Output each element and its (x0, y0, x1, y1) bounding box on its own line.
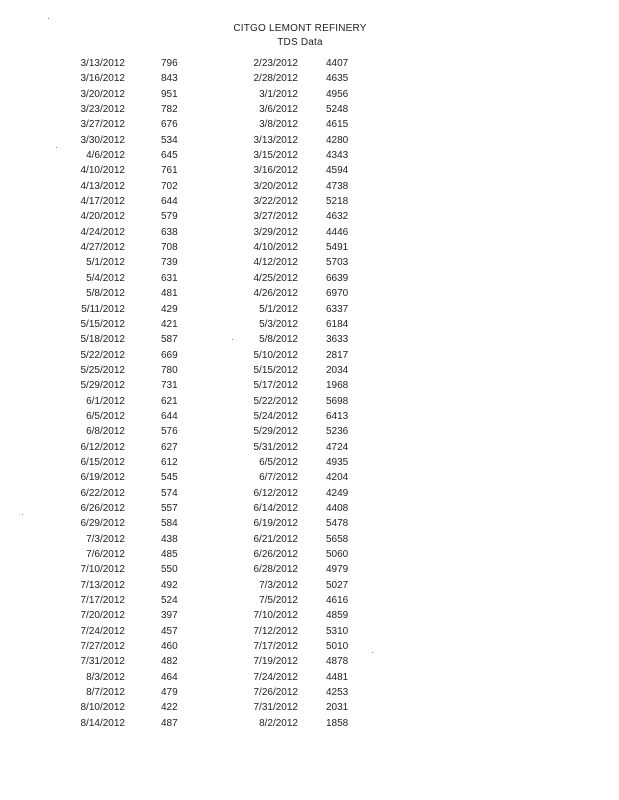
date-right-cell: 5/24/2012 (253, 410, 298, 422)
tds-left-cell: 422 (161, 702, 178, 714)
date-left-cell: 6/8/2012 (86, 426, 125, 438)
date-left-cell: 5/15/2012 (80, 318, 125, 330)
date-left-cell: 6/5/2012 (86, 410, 125, 422)
tds-left-cell: 482 (161, 656, 178, 668)
tds-right-cell: 4280 (326, 134, 349, 146)
tds-right-cell: 5010 (326, 641, 349, 653)
table-row (0, 225, 619, 240)
date-right-cell: 3/13/2012 (253, 134, 298, 146)
tds-right-cell: 5491 (326, 242, 349, 254)
table-row (0, 424, 619, 439)
table-row (0, 700, 619, 715)
tds-right-cell: 2031 (326, 702, 349, 714)
date-left-cell: 5/8/2012 (86, 288, 125, 300)
table-row (0, 578, 619, 593)
table-row (0, 516, 619, 531)
scan-speck (48, 18, 49, 19)
date-right-cell: 3/16/2012 (253, 165, 298, 177)
table-row (0, 654, 619, 669)
date-right-cell: 7/31/2012 (253, 702, 298, 714)
tds-left-cell: 457 (161, 625, 178, 637)
tds-data-table (0, 56, 619, 731)
scan-speck (22, 514, 23, 515)
table-row (0, 56, 619, 71)
date-left-cell: 5/18/2012 (80, 334, 125, 346)
tds-left-cell: 638 (161, 226, 178, 238)
date-right-cell: 4/26/2012 (253, 288, 298, 300)
tds-right-cell: 5060 (326, 549, 349, 560)
tds-left-cell: 627 (161, 441, 178, 453)
tds-left-cell: 579 (161, 211, 178, 223)
date-right-cell: 8/2/2012 (259, 717, 298, 729)
date-left-cell: 3/27/2012 (80, 119, 125, 131)
table-row (0, 179, 619, 194)
tds-right-cell: 5478 (326, 518, 349, 530)
tds-right-cell: 4956 (326, 88, 349, 100)
tds-right-cell: 4878 (326, 656, 349, 668)
tds-left-cell: 479 (161, 687, 178, 699)
table-row (0, 71, 619, 86)
tds-left-cell: 612 (161, 456, 178, 468)
tds-right-cell: 4204 (326, 472, 349, 484)
date-left-cell: 7/31/2012 (80, 656, 125, 668)
table-row (0, 670, 619, 685)
table-row (0, 302, 619, 317)
date-right-cell: 4/25/2012 (253, 272, 298, 284)
date-right-cell: 3/27/2012 (253, 211, 298, 223)
tds-left-cell: 676 (161, 119, 178, 131)
date-right-cell: 6/7/2012 (259, 472, 298, 484)
date-right-cell: 6/26/2012 (253, 549, 298, 560)
tds-right-cell: 3633 (326, 334, 349, 346)
tds-right-cell: 5218 (326, 196, 349, 208)
date-left-cell: 7/13/2012 (80, 579, 125, 591)
tds-right-cell: 5310 (326, 625, 349, 637)
tds-right-cell: 2817 (326, 349, 349, 361)
date-right-cell: 5/10/2012 (253, 349, 298, 361)
tds-right-cell: 6970 (326, 288, 349, 300)
tds-left-cell: 576 (161, 426, 178, 438)
date-left-cell: 7/10/2012 (80, 564, 125, 576)
tds-right-cell: 6184 (326, 318, 349, 330)
tds-left-cell: 669 (161, 349, 178, 361)
date-left-cell: 8/7/2012 (86, 687, 125, 699)
tds-left-cell: 584 (161, 518, 178, 530)
tds-right-cell: 4724 (326, 441, 349, 453)
tds-right-cell: 4616 (326, 595, 349, 607)
date-left-cell: 7/24/2012 (80, 625, 125, 637)
table-row (0, 685, 619, 700)
tds-left-cell: 487 (161, 717, 178, 729)
tds-right-cell: 4935 (326, 456, 349, 468)
tds-left-cell: 761 (161, 165, 178, 177)
tds-left-cell: 631 (161, 272, 178, 284)
date-right-cell: 7/24/2012 (253, 671, 298, 683)
tds-right-cell: 4979 (326, 564, 349, 576)
table-row (0, 87, 619, 102)
tds-left-cell: 574 (161, 487, 178, 499)
date-right-cell: 7/3/2012 (259, 579, 298, 591)
tds-left-cell: 621 (161, 395, 178, 407)
date-right-cell: 5/17/2012 (253, 380, 298, 392)
date-left-cell: 8/10/2012 (80, 702, 125, 714)
tds-right-cell: 1858 (326, 717, 349, 729)
tds-left-cell: 587 (161, 334, 178, 346)
date-left-cell: 6/15/2012 (80, 456, 125, 468)
tds-right-cell: 5236 (326, 426, 349, 438)
table-row (0, 255, 619, 270)
tds-left-cell: 429 (161, 303, 178, 315)
tds-right-cell: 4615 (326, 119, 349, 131)
date-right-cell: 3/8/2012 (259, 119, 298, 131)
scan-speck (372, 652, 373, 653)
table-row (0, 194, 619, 209)
date-right-cell: 5/3/2012 (259, 318, 298, 330)
date-right-cell: 3/29/2012 (253, 226, 298, 238)
date-left-cell: 4/27/2012 (80, 242, 125, 254)
date-left-cell: 6/29/2012 (80, 518, 125, 530)
tds-right-cell: 4481 (326, 671, 349, 683)
page-title: CITGO LEMONT REFINERY (233, 23, 367, 34)
table-row (0, 501, 619, 516)
date-right-cell: 7/10/2012 (253, 610, 298, 622)
tds-left-cell: 780 (161, 364, 178, 376)
date-right-cell: 5/31/2012 (253, 441, 298, 453)
tds-right-cell: 4253 (326, 687, 349, 699)
date-left-cell: 8/3/2012 (86, 671, 125, 683)
table-row (0, 639, 619, 654)
date-left-cell: 6/19/2012 (80, 472, 125, 484)
tds-left-cell: 534 (161, 134, 178, 146)
tds-right-cell: 4859 (326, 610, 349, 622)
tds-right-cell: 5027 (326, 579, 349, 591)
table-row (0, 562, 619, 577)
date-right-cell: 7/19/2012 (253, 656, 298, 668)
date-left-cell: 3/20/2012 (80, 88, 125, 100)
date-left-cell: 4/13/2012 (80, 180, 125, 192)
table-row (0, 163, 619, 178)
date-left-cell: 4/17/2012 (80, 196, 125, 208)
date-right-cell: 5/29/2012 (253, 426, 298, 438)
date-left-cell: 4/20/2012 (80, 211, 125, 223)
table-row (0, 102, 619, 117)
table-row (0, 271, 619, 286)
tds-left-cell: 485 (161, 549, 178, 560)
tds-left-cell: 460 (161, 641, 178, 653)
date-left-cell: 4/6/2012 (86, 150, 125, 162)
scan-speck (232, 339, 233, 340)
date-left-cell: 7/20/2012 (80, 610, 125, 622)
tds-left-cell: 708 (161, 242, 178, 254)
date-right-cell: 6/5/2012 (259, 456, 298, 468)
tds-right-cell: 6639 (326, 272, 349, 284)
table-row (0, 348, 619, 363)
table-row (0, 486, 619, 501)
tds-right-cell: 4408 (326, 502, 349, 514)
date-left-cell: 8/14/2012 (80, 717, 125, 729)
table-row (0, 716, 619, 731)
date-right-cell: 6/28/2012 (253, 564, 298, 576)
tds-left-cell: 550 (161, 564, 178, 576)
table-row (0, 133, 619, 148)
tds-left-cell: 645 (161, 150, 178, 162)
date-right-cell: 3/15/2012 (253, 150, 298, 162)
table-row (0, 317, 619, 332)
tds-right-cell: 6337 (326, 303, 349, 315)
tds-right-cell: 4594 (326, 165, 349, 177)
tds-left-cell: 464 (161, 671, 178, 683)
date-right-cell: 6/14/2012 (253, 502, 298, 514)
tds-left-cell: 557 (161, 502, 178, 514)
date-right-cell: 5/22/2012 (253, 395, 298, 407)
date-left-cell: 6/22/2012 (80, 487, 125, 499)
tds-left-cell: 481 (161, 288, 178, 300)
date-right-cell: 4/10/2012 (253, 242, 298, 254)
date-left-cell: 5/4/2012 (86, 272, 125, 284)
tds-left-cell: 397 (161, 610, 178, 622)
date-right-cell: 3/1/2012 (259, 88, 298, 100)
tds-right-cell: 5703 (326, 257, 349, 269)
table-row (0, 394, 619, 409)
tds-left-cell: 524 (161, 595, 178, 607)
date-right-cell: 6/19/2012 (253, 518, 298, 530)
date-right-cell: 5/8/2012 (259, 334, 298, 346)
date-left-cell: 7/27/2012 (80, 641, 125, 653)
date-right-cell: 5/15/2012 (253, 364, 298, 376)
tds-left-cell: 644 (161, 196, 178, 208)
date-left-cell: 5/22/2012 (80, 349, 125, 361)
date-left-cell: 3/30/2012 (80, 134, 125, 146)
tds-right-cell: 4249 (326, 487, 349, 499)
date-left-cell: 4/10/2012 (80, 165, 125, 177)
date-left-cell: 6/26/2012 (80, 502, 125, 514)
date-left-cell: 5/11/2012 (81, 303, 125, 315)
date-left-cell: 3/13/2012 (80, 58, 125, 69)
tds-left-cell: 438 (161, 533, 178, 545)
date-right-cell: 5/1/2012 (259, 303, 298, 315)
date-right-cell: 4/12/2012 (253, 257, 298, 269)
table-row (0, 593, 619, 608)
table-row (0, 240, 619, 255)
table-row (0, 624, 619, 639)
date-left-cell: 7/6/2012 (86, 549, 125, 560)
tds-left-cell: 644 (161, 410, 178, 422)
tds-left-cell: 796 (161, 58, 178, 69)
table-row (0, 608, 619, 623)
date-left-cell: 3/23/2012 (80, 104, 125, 116)
table-row (0, 440, 619, 455)
tds-right-cell: 5248 (326, 104, 349, 116)
table-row (0, 378, 619, 393)
tds-right-cell: 5698 (326, 395, 349, 407)
table-row (0, 455, 619, 470)
date-left-cell: 3/16/2012 (80, 73, 125, 85)
date-right-cell: 7/5/2012 (259, 595, 298, 607)
date-right-cell: 6/12/2012 (253, 487, 298, 499)
date-left-cell: 5/1/2012 (86, 257, 125, 269)
date-left-cell: 5/25/2012 (80, 364, 125, 376)
tds-left-cell: 951 (161, 88, 178, 100)
tds-left-cell: 702 (161, 180, 178, 192)
table-row (0, 547, 619, 562)
date-left-cell: 7/3/2012 (86, 533, 125, 545)
tds-right-cell: 4343 (326, 150, 349, 162)
table-row (0, 532, 619, 547)
tds-left-cell: 421 (161, 318, 178, 330)
tds-left-cell: 492 (161, 579, 178, 591)
table-row (0, 409, 619, 424)
date-left-cell: 6/1/2012 (86, 395, 125, 407)
table-row (0, 286, 619, 301)
date-left-cell: 6/12/2012 (80, 441, 125, 453)
tds-right-cell: 6413 (326, 410, 349, 422)
date-right-cell: 2/23/2012 (253, 58, 298, 69)
tds-left-cell: 731 (161, 380, 178, 392)
table-row (0, 148, 619, 163)
date-right-cell: 3/6/2012 (259, 104, 298, 116)
date-left-cell: 5/29/2012 (80, 380, 125, 392)
date-right-cell: 6/21/2012 (253, 533, 298, 545)
tds-right-cell: 1968 (326, 380, 349, 392)
tds-right-cell: 4635 (326, 73, 349, 85)
tds-right-cell: 4446 (326, 226, 349, 238)
table-row (0, 209, 619, 224)
date-left-cell: 4/24/2012 (80, 226, 125, 238)
table-row (0, 363, 619, 378)
tds-right-cell: 4632 (326, 211, 349, 223)
date-right-cell: 7/12/2012 (253, 625, 298, 637)
tds-left-cell: 545 (161, 472, 178, 484)
table-row (0, 470, 619, 485)
date-right-cell: 7/17/2012 (253, 641, 298, 653)
date-right-cell: 7/26/2012 (253, 687, 298, 699)
table-row (0, 332, 619, 347)
tds-left-cell: 782 (161, 104, 178, 116)
date-right-cell: 3/20/2012 (253, 180, 298, 192)
table-row (0, 117, 619, 132)
tds-right-cell: 5658 (326, 533, 349, 545)
scan-speck (56, 147, 57, 148)
tds-right-cell: 4738 (326, 180, 349, 192)
date-left-cell: 7/17/2012 (80, 595, 125, 607)
tds-left-cell: 739 (161, 257, 178, 269)
date-right-cell: 2/28/2012 (253, 73, 298, 85)
page-subtitle: TDS Data (277, 37, 323, 48)
tds-right-cell: 4407 (326, 58, 349, 69)
tds-left-cell: 843 (161, 73, 178, 85)
date-right-cell: 3/22/2012 (253, 196, 298, 208)
tds-right-cell: 2034 (326, 364, 349, 376)
